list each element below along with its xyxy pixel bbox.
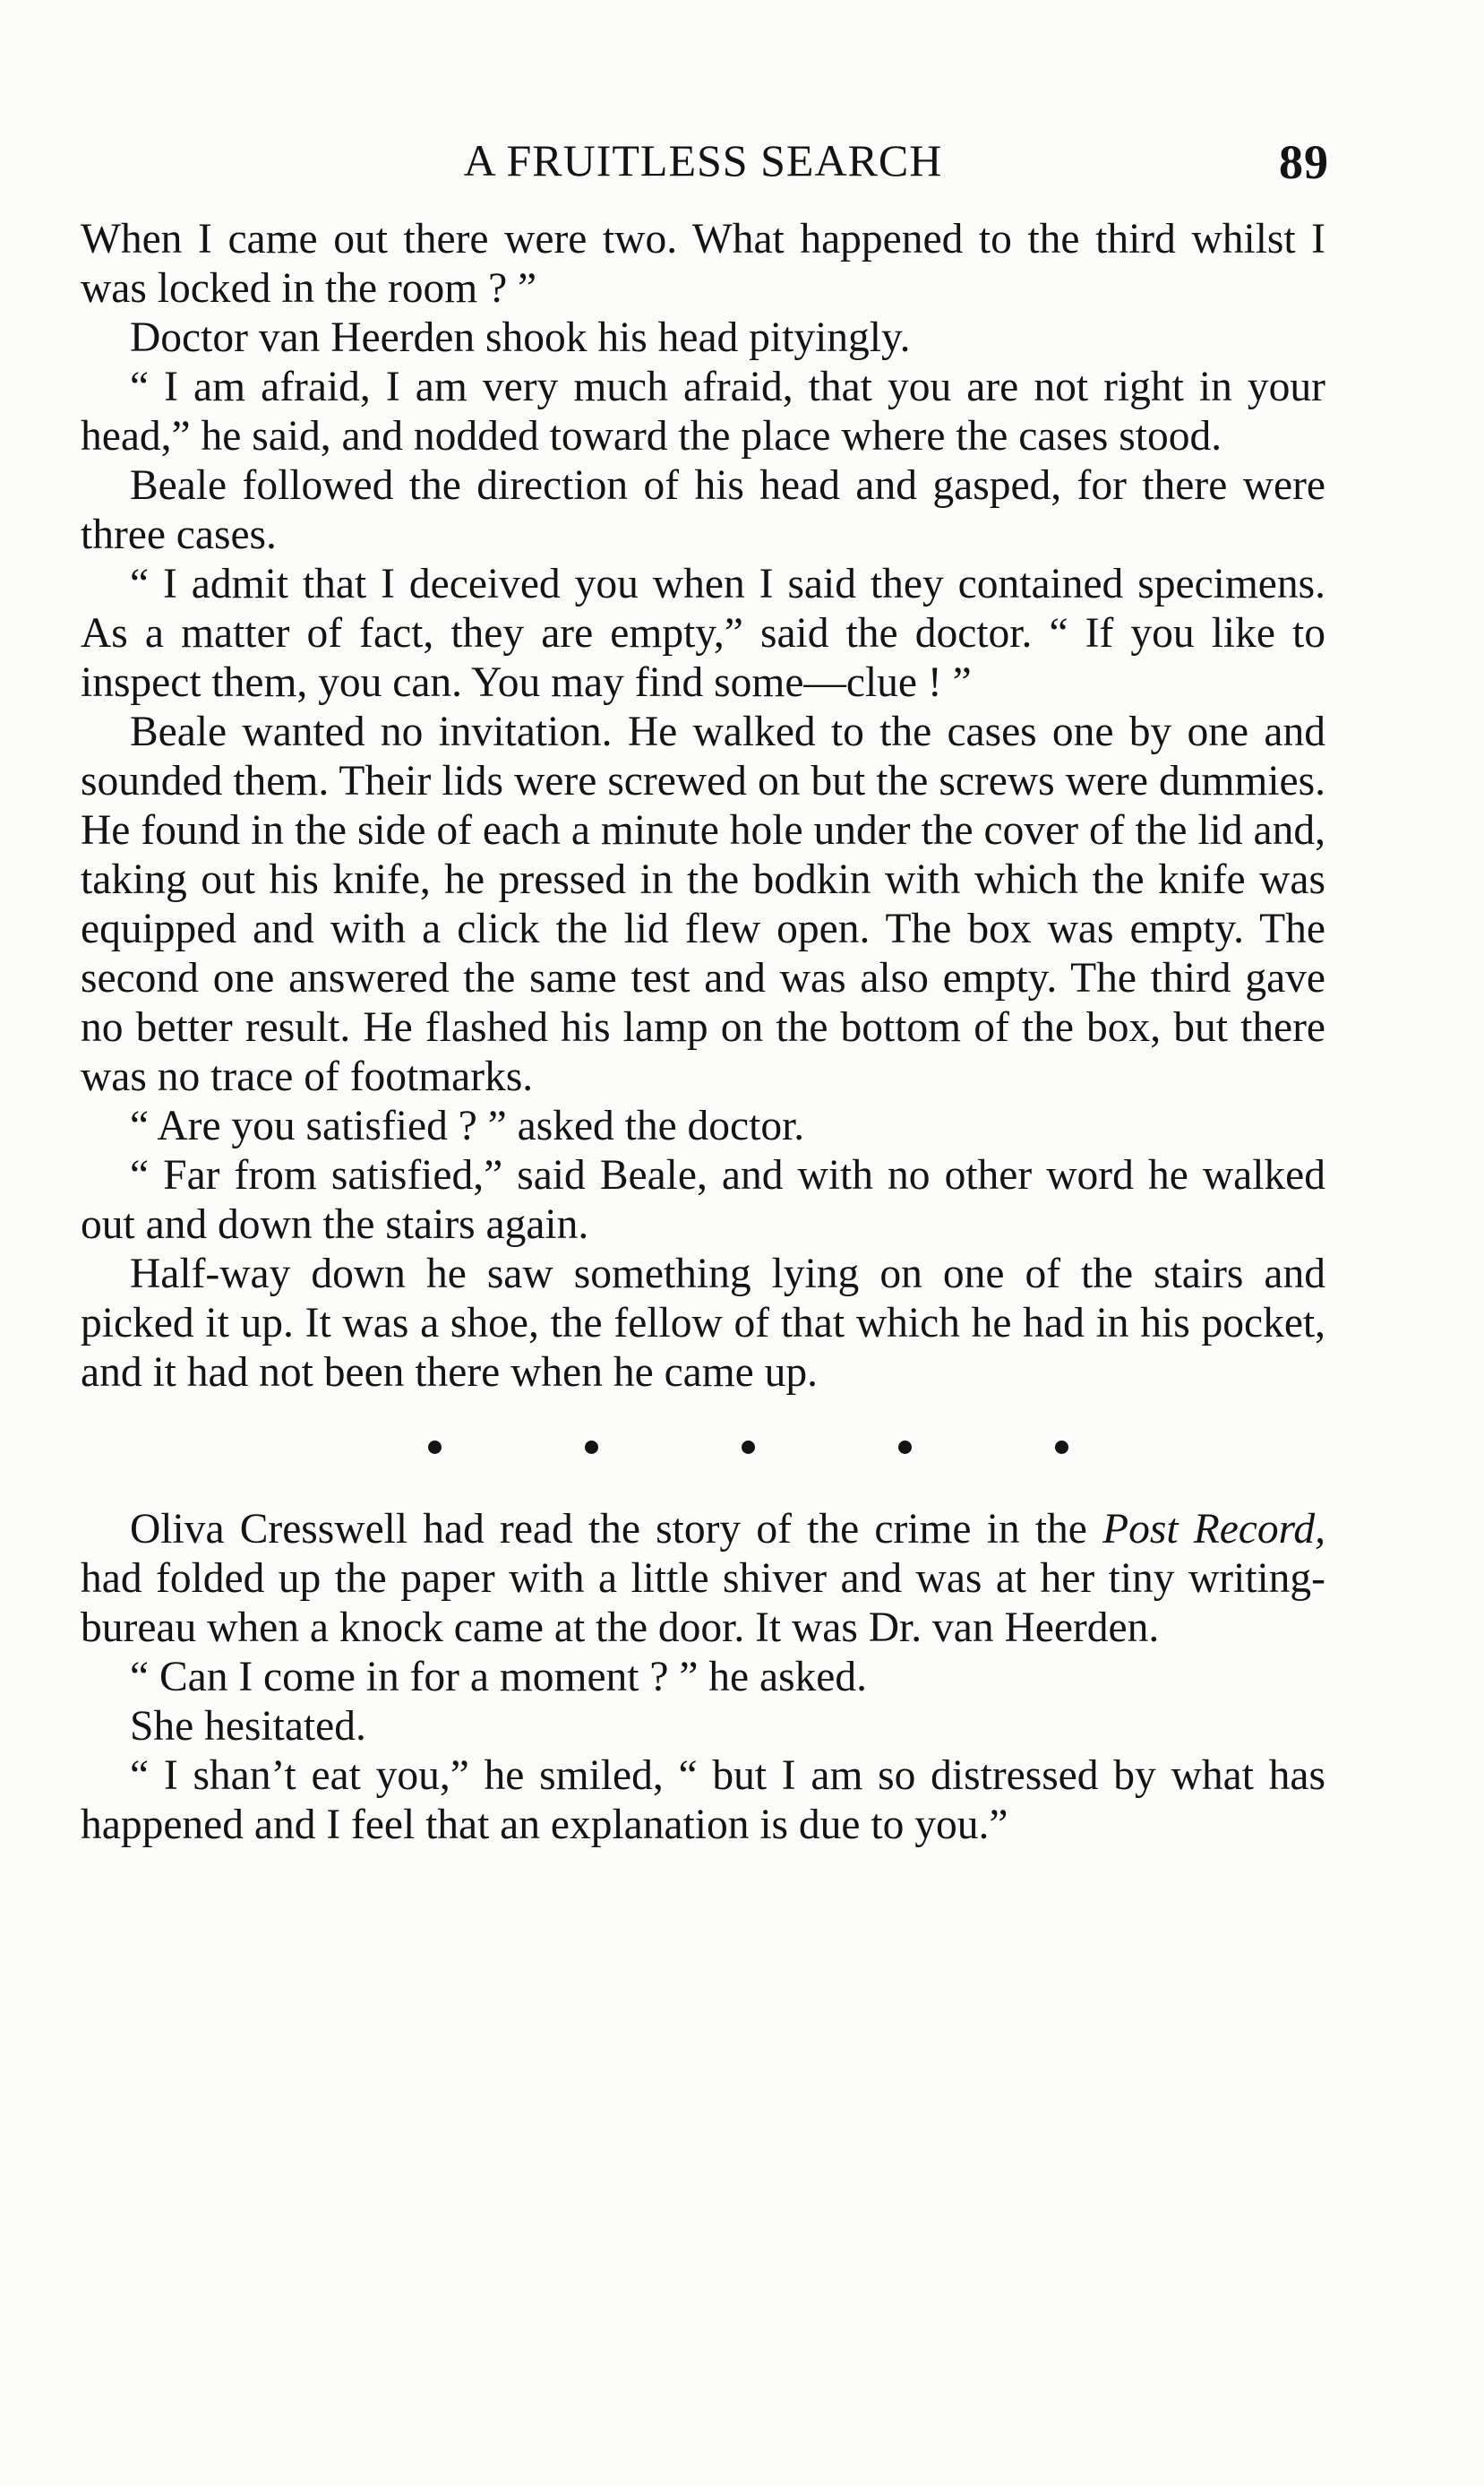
section-break-dot <box>428 1441 442 1454</box>
section-break <box>81 1398 1325 1496</box>
paragraph: Half-way down he saw something lying on one of the stairs and picked it up. It was a shoe, the fellow of that which he had in his pocket, and it had not been there when he came up. <box>81 1251 1325 1396</box>
paragraph-text: Oliva Cresswell had read the story of the crime in the <box>130 1506 1103 1553</box>
paragraph: “ Can I come in for a moment ? ” he asked. <box>130 1654 868 1700</box>
book-page <box>81 134 1329 1850</box>
page-number: 89 <box>1279 135 1329 189</box>
paragraph-text: had folded up the paper with a little shiver and was at her tiny writing-bureau when a knock came at the door. It was Dr. van Heerden. <box>81 1555 1325 1651</box>
body-text <box>81 215 1325 1850</box>
paragraph: “ Far from satisfied,” said Beale, and with no other word he walked out and down the stairs again. <box>81 1152 1325 1248</box>
paragraph: Beale wanted no invitation. He walked to the cases one by one and sounded them. Their lids were screwed on but the screws were dummies. He found in the side of each a minute hole under the cover of the lid and, taking out his knife, he pressed in the bodkin with which the knife was equipped and with a click the lid flew open. The box was empty. The second one answered the same test and was also empty. The third gave no better result. He flashed his lamp on the bottom of the box, but there was no trace of footmarks. <box>81 709 1325 1100</box>
paragraph <box>81 1505 1325 1653</box>
paragraph: “ I shan’t eat you,” he smiled, “ but I am so distressed by what has happened and I feel that an explanation is due to you.” <box>81 1752 1325 1848</box>
section-break-dot <box>1055 1441 1068 1454</box>
running-head <box>81 134 1329 215</box>
paragraph: When I came out there were two. What happened to the third whilst I was locked in the room ? ” <box>81 216 1325 312</box>
section-break-dot <box>585 1441 598 1454</box>
paragraph: “ I admit that I deceived you when I said they contained specimens. As a matter of fact, they are empty,” said the doctor. “ If you like to inspect them, you can. You may find some—clue ! ” <box>81 561 1325 706</box>
paragraph: Beale followed the direction of his head and gasped, for there were three cases. <box>81 462 1325 558</box>
section-break-dot <box>742 1441 755 1454</box>
newspaper-title: Post Record, <box>1102 1506 1325 1553</box>
paragraph: “ I am afraid, I am very much afraid, that you are not right in your head,” he said, and nodded toward the place where the cases stood. <box>81 364 1325 460</box>
chapter-title: A FRUITLESS SEARCH <box>463 135 943 185</box>
paragraph: “ Are you satisfied ? ” asked the doctor. <box>130 1103 805 1149</box>
section-break-dot <box>898 1441 912 1454</box>
paragraph: Doctor van Heerden shook his head pityingly. <box>130 314 911 361</box>
paragraph: She hesitated. <box>130 1703 366 1750</box>
